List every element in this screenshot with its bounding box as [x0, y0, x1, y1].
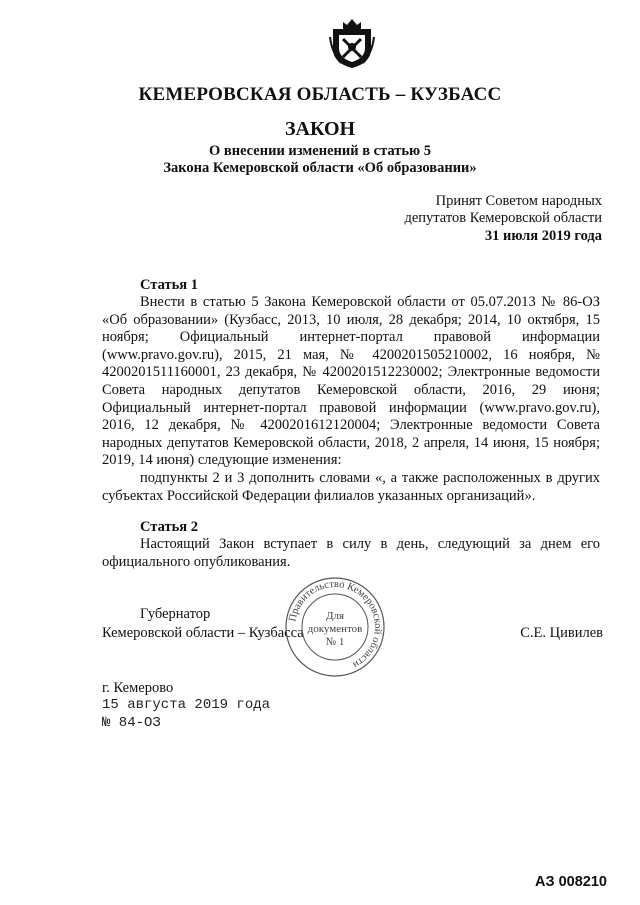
article2-text: Настоящий Закон вступает в силу в день, следующий за днем его официального опубликования.: [102, 536, 600, 570]
governor-name: С.Е. Цивилев: [520, 625, 603, 641]
article1-heading: Статья 1: [140, 277, 198, 293]
law-subtitle-line1: О внесении изменений в статью 5: [208, 143, 432, 159]
official-stamp: [283, 575, 387, 679]
stamp-line1: Для: [325, 610, 345, 622]
law-number: № 84-ОЗ: [102, 715, 161, 731]
adoption-line2: депутатов Кемеровской области: [404, 210, 602, 226]
adoption-date: 31 июля 2019 года: [484, 228, 602, 244]
stamp-line2: документов: [307, 623, 363, 635]
adoption-line1: Принят Советом народных: [435, 193, 602, 209]
governor-title-line2: Кемеровской области – Кузбасса: [102, 625, 304, 641]
signing-city: г. Кемерово: [102, 680, 174, 696]
law-subtitle-line2: Закона Кемеровской области «Об образовании»: [163, 160, 477, 176]
region-title: КЕМЕРОВСКАЯ ОБЛАСТЬ – КУЗБАСС: [138, 84, 502, 105]
signed-date: 15 августа 2019 года: [102, 697, 271, 713]
stamp-ring-text: Правительство Кемеровской области: [287, 578, 384, 671]
stamp-line3: № 1: [325, 636, 345, 648]
form-serial-number: АЗ 008210: [535, 874, 607, 890]
governor-title-line1: Губернатор: [140, 606, 211, 622]
article2-heading: Статья 2: [140, 519, 198, 535]
article1-text: Внести в статью 5 Закона Кемеровской области от 05.07.2013 № 86-ОЗ «Об образовании» (Кузбасс, 2013, 10 июля, 28 декабря; 2014, 10 октября, 15 ноября; Официальный интернет-портал правовой информации (www.pravo.gov.ru), 2015, 21 мая, № 4200201505210002, 16 ноября, № 4200201511160001, 23 декабря, № 4200201512230002; Электронные ведомости Совета народных депутатов Кемеровской области, 2016, 29 июня; Официальный интернет-портал правовой информации (www.pravo.gov.ru), 2016, 12 декабря, № 4200201612120004; Электронные ведомости Совета народных депутатов Кемеровской области, 2018, 2 апреля, 14 июня, 15 ноября; 2019, 14 июня) следующие изменения:: [102, 294, 600, 469]
coat-of-arms-icon: [329, 17, 375, 69]
article1-amendment: подпункты 2 и 3 дополнить словами «, а также расположенных в других субъектах Российской Федерации филиалов указанных организаций».: [102, 470, 600, 504]
document-type: ЗАКОН: [284, 118, 356, 140]
